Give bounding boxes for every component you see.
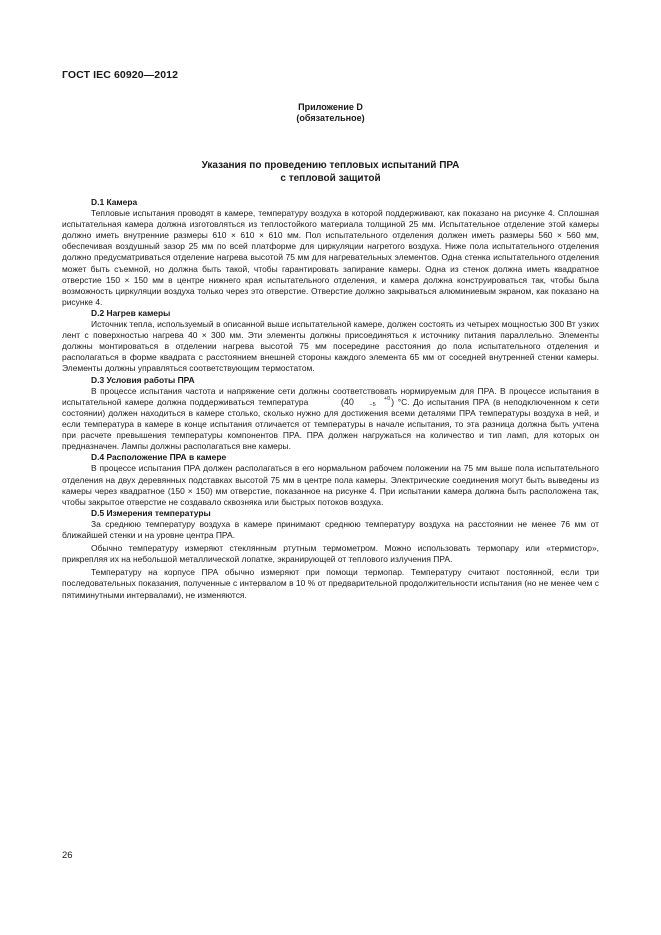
- section-heading-d4: D.4 Расположение ПРА в камере: [91, 452, 227, 463]
- section-text-d1: Тепловые испытания проводят в камере, температуру воздуха в которой поддерживают, как показано на рисунке 4. Сплошная испытательная камера должна изготовляться из теплостойкого материала толщиной 25 мм. Испытательное отделение этой камеры должно иметь внутренние размеры 610 × 610 × 610 мм. Пол испытательного отделения должен иметь размеры 560 × 560 мм, обеспечивая воздушный зазор 25 мм по всей платформе для циркуляции нагретого воздуха. Ниже пола испытательного отделения должно предусматриваться отделение нагрева высотой 75 мм для нагревательных элементов. Одна стенка испытательного отделения может быть съемной, но должна быть такой, чтобы гарантировать запирание камеры. Одна из стенок должна иметь квадратное отверстие 150 × 150 мм в центре нижнего края испытательного отделения, и камера должна конструироваться так, чтобы была возможность циркуляции воздуха только через это отверстие. Отверстие должно закрываться алюминиевым экраном, как показано на рисунке 4.: [62, 208, 599, 307]
- annex-title: Приложение D: [298, 102, 363, 112]
- section-heading-d1: D.1 Камера: [91, 197, 138, 207]
- section-text-d5-p3: Температуру на корпусе ПРА обычно измеряют при помощи термопар. Температуру считают постоянной, если три последовательных показания, полученные с интервалом в 10 % от предварительной продолжительности испытания (но не менее чем с пятиминутными интервалами), не изменяются.: [62, 567, 599, 600]
- section-text-d3-part-2: °С. До испытания ПРА (в неподключенном к сети состоянии) должен находиться в камере столько, сколько нужно для достижения всеми деталями ПРА температуры воздуха в ней, и если температура в камере в конце испытания отличается от температуры в начале испытания, то эта разница должна быть учтена при расчете превышения температуры компонентов ПРА. ПРА должен нагружаться на количество и тип ламп, для которых он предназначен. Лампы должны располагаться вне камеры.: [62, 396, 599, 452]
- section-heading-d5: D.5 Измерения температуры: [91, 507, 211, 518]
- tolerance-fraction: +0 −5: [369, 396, 391, 408]
- document-title-line-2: с тепловой защитой: [280, 173, 381, 184]
- document-title-line-1: Указания по проведению тепловых испытаний ПРА: [201, 160, 460, 171]
- section-text-d4: В процессе испытания ПРА должен располагаться в его нормальном рабочем положении на 75 мм выше пола испытательного отделения на двух деревянных подставках высотой 75 мм в центре пола камеры. Электрические соединения могут быть выведены из камеры через квадратное (150 × 150) мм отверстие, показанное на рисунке 4. При испытании камера должна быть расположена так, чтобы закрытое отверстие не создавало сквозняка или быстрых потоков воздуха.: [62, 463, 599, 507]
- section-heading-d3: D.3 Условия работы ПРА: [91, 374, 195, 385]
- section-text-d5-p2: Обычно температуру измеряют стеклянным ртутным термометром. Можно использовать термопару или «термистор», прикрепляя их на небольшой металлической лопатке, экранирующей от теплового излучения ПРА.: [62, 543, 599, 565]
- section-text-d3-part-1: В процессе испытания частота и напряжение сети должны соответствовать нормируемым для ПРА. В процессе испытания в испытательной камере должна поддерживаться температура: [62, 385, 599, 407]
- temperature-formula: (40 +0 −5 ): [340, 396, 395, 408]
- standard-header: ГОСТ IEC 60920—2012: [62, 69, 179, 81]
- section-heading-d2: D.2 Нагрев камеры: [91, 307, 171, 318]
- annex-status: (обязательное): [296, 113, 365, 123]
- page-number: 26: [62, 850, 73, 861]
- section-text-d2: Источник тепла, используемый в описанной выше испытательной камере, должен состоять из четырех мощностью 300 Вт узких лент с поверхностью нагрева 40 × 300 мм. Эти элементы должны присоединяться к источнику питания параллельно. Элементы должны монтироваться в отделении нагрева высотой 75 мм посередине расстояния до пола испытательного отделения и располагаться в форме квадрата с расстоянием внешней стороны каждого элемента 65 мм от соседней внутренней стенки камеры. Элементы должны управляться соответствующим термостатом.: [62, 319, 599, 374]
- document-body: [62, 197, 599, 601]
- section-text-d3: [62, 386, 599, 453]
- section-text-d5-p1: За среднюю температуру воздуха в камере принимают среднюю температуру воздуха на расстоянии не менее 76 мм от ближайшей стенки и на уровне центра ПРА.: [62, 518, 599, 541]
